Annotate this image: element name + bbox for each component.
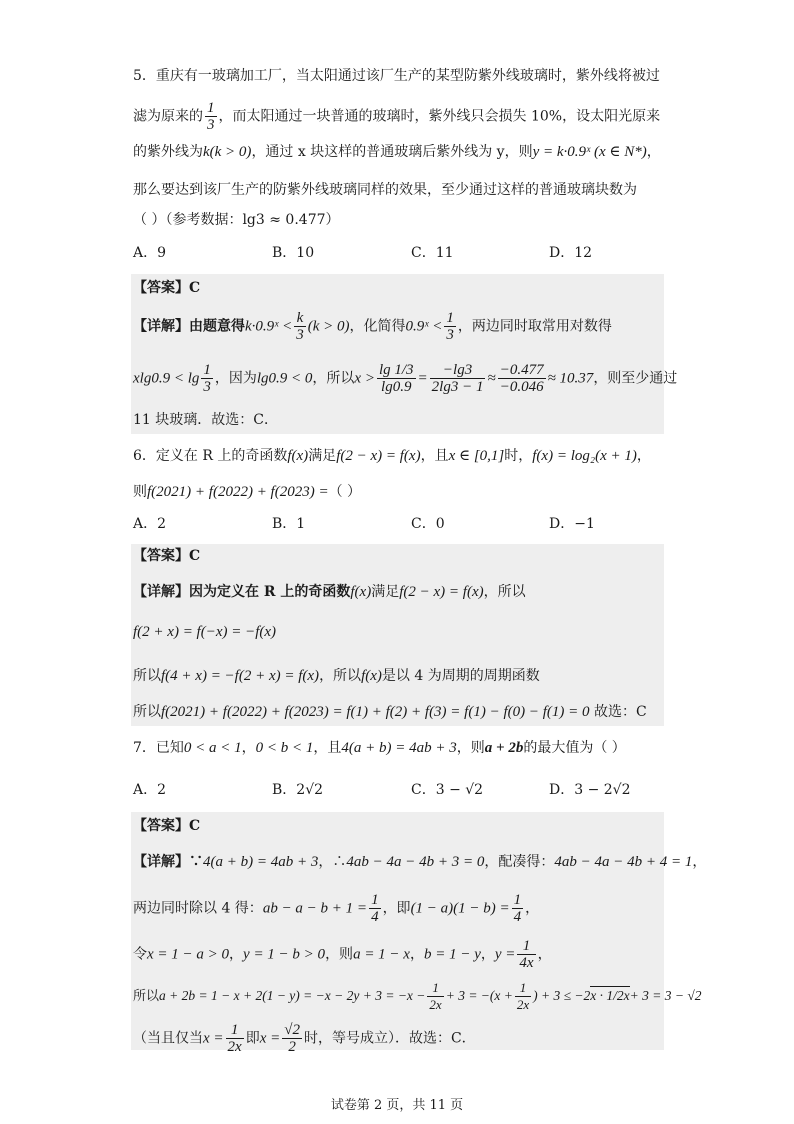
q6-detail-3: 所以f(4 + x) = −f(2 + x) = f(x)，所以f(x)是以 4 为周期的周期函数: [133, 668, 540, 684]
q5-line-4: 那么要达到该厂生产的防紫外线玻璃同样的效果，至少通过这样的普通玻璃块数为: [133, 182, 637, 198]
q6-detail-2: f(2 + x) = f(−x) = −f(x): [133, 624, 277, 640]
q7-option-d: D．3 − 2√2: [549, 782, 631, 798]
q5-line-5: （ ）（参考数据：lg3 ≈ 0.477）: [133, 212, 340, 228]
q5-option-b: B．10: [272, 245, 315, 261]
q7-line-1: 7．已知0 < a < 1，0 < b < 1，且4(a + b) = 4ab + 3，则a + 2b的最大值为（ ）: [133, 740, 626, 756]
q6-answer: 【答案】C: [133, 548, 201, 564]
math: y = k·0.9ˣ (x ∈ N*): [532, 144, 647, 160]
q5-detail-1: 【详解】由题意得k·0.9ˣ < $\frac{k}{3}$ (k > 0)，化简得0.9ˣ < $\frac{1}{3}$ ，两边同时取常用对数得: [133, 310, 612, 343]
page-footer: 试卷第 2 页，共 11 页: [330, 1098, 464, 1113]
q6-option-c: C．0: [411, 516, 445, 532]
q5-text: 滤为原来的: [133, 108, 203, 125]
q5-option-d: D．12: [549, 245, 593, 261]
q6-line-2: 则f(2021) + f(2022) + f(2023) =（ ）: [133, 484, 362, 500]
q6-detail-1: 【详解】因为定义在 R 上的奇函数f(x)满足f(2 − x) = f(x)，所以: [133, 584, 526, 600]
q7-detail-4: 所以a + 2b = 1 − x + 2(1 − y) = −x − 2y + 3 = −x − $\frac{1}{2x}$ + 3 = −(x + $\frac{1}{2x}$ ) + 3 ≤ −2x · 1/2x+ 3 = 3 − √2: [133, 980, 702, 1012]
q5-answer: 【答案】C: [133, 280, 201, 296]
q7-option-a: A．2: [133, 782, 167, 798]
fraction: $\frac{1}{3}$: [207, 100, 215, 133]
q6-option-a: A．2: [133, 516, 167, 532]
q5-text: ，而太阳通过一块普通的玻璃时，紫外线只会损失 10%，设太阳光原来: [218, 108, 661, 125]
q7-detail-1: 【详解】∵4(a + b) = 4ab + 3，∴4ab − 4a − 4b + 3 = 0，配凑得：4ab − 4a − 4b + 4 = 1，: [133, 854, 707, 870]
q5-option-c: C．11: [411, 245, 454, 261]
q5-detail-3: 11 块玻璃．故选：C．: [133, 412, 278, 428]
q7-option-b: B．2√2: [272, 782, 324, 798]
q7-detail-5: （当且仅当x = $\frac{1}{2x}$ 即x = $\frac{√2}{2}$ 时，等号成立）．故选：C．: [133, 1022, 476, 1055]
square-root: x · 1/2x: [590, 988, 630, 1003]
q7-option-c: C．3 − √2: [411, 782, 484, 798]
q7-answer: 【答案】C: [133, 818, 201, 834]
q5-option-a: A．9: [133, 245, 167, 261]
q6-option-d: D．−1: [549, 516, 595, 532]
math: k(k > 0): [203, 144, 252, 160]
q5-line-2: [133, 100, 660, 133]
q7-detail-3: 令x = 1 − a > 0，y = 1 − b > 0，则a = 1 − x，b = 1 − y，y = $\frac{1}{4x}$ ，: [133, 938, 552, 971]
q6-detail-4: 所以f(2021) + f(2022) + f(2023) = f(1) + f(2) + f(3) = f(1) − f(0) − f(1) = 0 故选：C: [133, 704, 647, 720]
q5-line-1: 5．重庆有一玻璃加工厂，当太阳通过该厂生产的某型防紫外线玻璃时，紫外线将被过: [133, 68, 660, 84]
q6-option-b: B．1: [272, 516, 306, 532]
q7-solution-box: [131, 812, 664, 1050]
q5-detail-2: xlg0.9 < lg $\frac{1}{3}$ ，因为lg0.9 < 0，所以x > $\frac{\lg 1/3}{\lg 0.9}$ = $\frac{-\lg 3}{2\lg 3 - 1}$ ≈ $\frac{-0.477}{-0.046}$ ≈ 10.37，则至少通过: [133, 362, 678, 395]
q6-line-1: 6．定义在 R 上的奇函数f(x)满足f(2 − x) = f(x)，且x ∈ [0,1]时，f(x) = log₂(x + 1)，: [133, 448, 651, 464]
q7-detail-2: 两边同时除以 4 得：ab − a − b + 1 = $\frac{1}{4}$ ，即(1 − a)(1 − b) = $\frac{1}{4}$ ，: [133, 892, 540, 925]
q5-line-3: 的紫外线为k(k > 0)，通过 x 块这样的普通玻璃后紫外线为 y，则y = k·0.9ˣ (x ∈ N*)，: [133, 144, 661, 160]
